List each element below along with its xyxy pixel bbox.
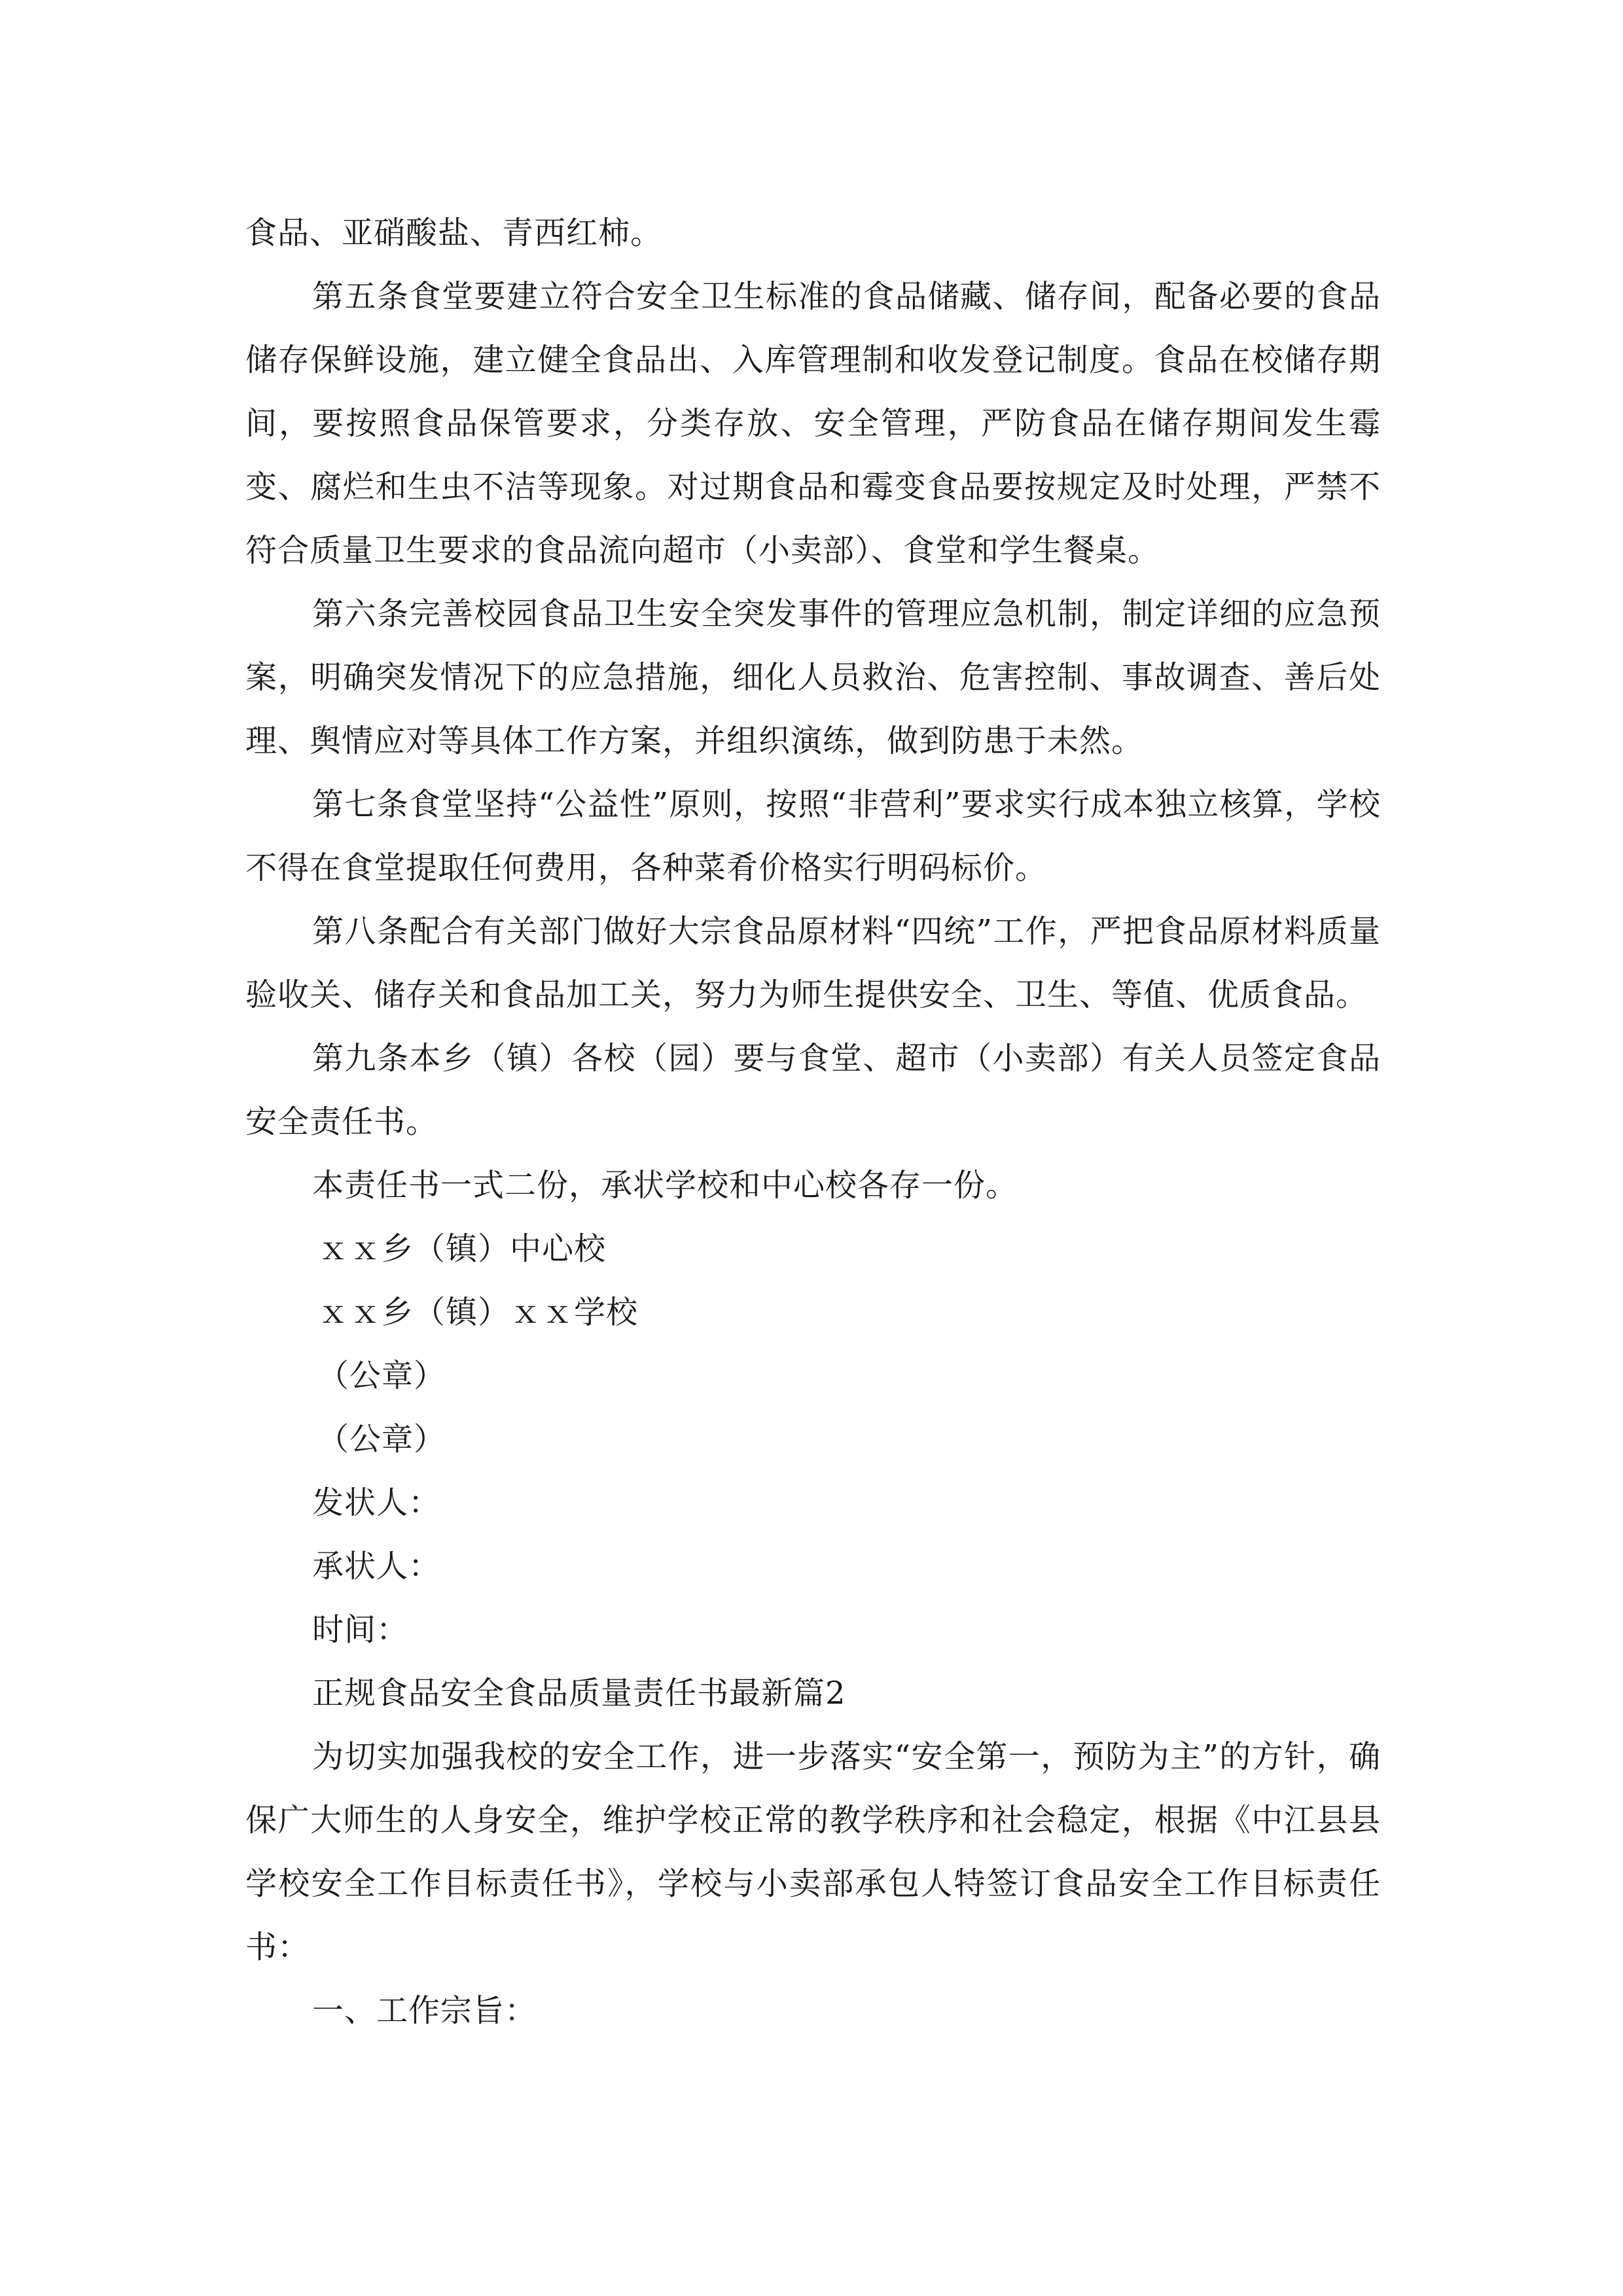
article-8-paragraph: 第八条配合有关部门做好大宗食品原材料“四统”工作，严把食品原材料质量验收关、储存关和食品加工关，努力为师生提供安全、卫生、等值、优质食品。 [245, 913, 1381, 1013]
copies-statement: 本责任书一式二份，承状学校和中心校各存一份。 [312, 1167, 1018, 1204]
article-7-paragraph: 第七条食堂坚持“公益性”原则，按照“非营利”要求实行成本独立核算，学校不得在食堂提取任何费用，各种菜肴价格实行明码标价。 [245, 786, 1381, 886]
seal-placeholder-2: （公章） [317, 1421, 446, 1458]
issuer-label: 发状人： [312, 1484, 441, 1521]
article-6-paragraph: 第六条完善校园食品卫生安全突发事件的管理应急机制，制定详细的应急预案，明确突发情况下的应急措施，细化人员救治、危害控制、事故调查、善后处理、舆情应对等具体工作方案，并组织演练，做到防患于未然。 [245, 596, 1381, 759]
continuation-text: 食品、亚硝酸盐、青西红柿。 [245, 215, 663, 251]
section-title: 正规食品安全食品质量责任书最新篇2 [312, 1675, 846, 1712]
intro-paragraph: 为切实加强我校的安全工作，进一步落实“安全第一，预防为主”的方针，确保广大师生的人身安全，维护学校正常的教学秩序和社会稳定，根据《中江县县学校安全工作目标责任书》，学校与小卖部承包人特签订食品安全工作目标责任书： [245, 1738, 1381, 1965]
article-5-paragraph: 第五条食堂要建立符合安全卫生标准的食品储藏、储存间，配备必要的食品储存保鲜设施，建立健全食品出、入库管理制和收发登记制度。食品在校储存期间，要按照食品保管要求，分类存放、安全管理，严防食品在储存期间发生霉变、腐烂和生虫不洁等现象。对过期食品和霉变食品要按规定及时处理，严禁不符合质量卫生要求的食品流向超市（小卖部）、食堂和学生餐桌。 [245, 278, 1381, 569]
heading-work-purpose: 一、工作宗旨： [312, 1992, 537, 2029]
seal-placeholder-1: （公章） [317, 1357, 446, 1394]
receiver-organization: ｘｘ乡（镇）ｘｘ学校 [317, 1294, 639, 1331]
receiver-label: 承状人： [312, 1548, 441, 1585]
article-9-paragraph: 第九条本乡（镇）各校（园）要与食堂、超市（小卖部）有关人员签定食品安全责任书。 [245, 1040, 1381, 1140]
time-label: 时间： [312, 1611, 409, 1648]
document-body [245, 202, 1381, 2043]
issuer-organization: ｘｘ乡（镇）中心校 [317, 1230, 607, 1267]
